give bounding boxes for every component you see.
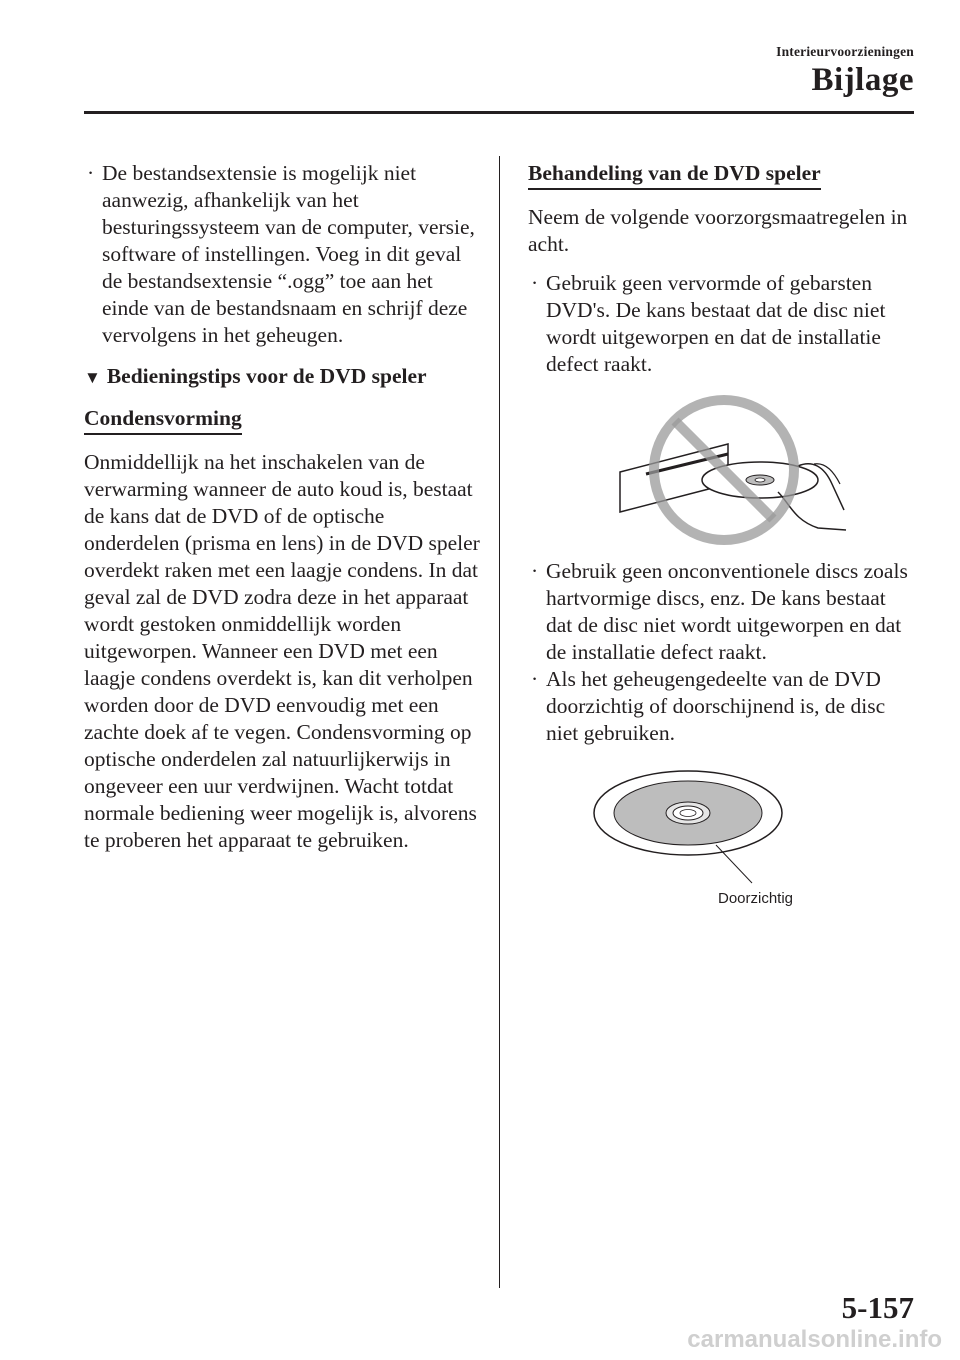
page-number: 5-157: [841, 1290, 914, 1325]
condensation-paragraph: Onmiddellijk na het inschakelen van de verwarming wanneer de auto koud is, bestaat de kans dat de DVD of de optische onderdelen (prisma en lens) in de DVD speler overdekt raken met een laagje condens. In dat geval zal de DVD zodra deze in het apparaat wordt gestoken onmiddellijk worden uitgeworpen. Wanneer een DVD met een laagje condens overdekt is, kan dit verholpen worden door de DVD eenvoudig met een zachte doek af te vegen. Condensvorming op optische onderdelen zal natuurlijkerwijs in ongeveer een uur verdwijnen. Wacht totdat normale bediening weer mogelijk is, alvorens te proberen het apparaat te gebruiken.: [84, 450, 480, 852]
bullet-text: Gebruik geen vervormde of gebarsten DVD's. De kans bestaat dat de disc niet wordt uitgeworpen en dat de installatie defect raakt.: [546, 271, 886, 376]
bullet-dot: ·: [531, 271, 539, 295]
bullet-item: [84, 160, 484, 349]
right-column: [528, 160, 914, 911]
bullet-text: Als het geheugengedeelte van de DVD doorzichtig of doorschijnend is, de disc niet gebruiken.: [546, 667, 886, 745]
header-rule: [84, 111, 914, 114]
bullet-dot: ·: [87, 161, 95, 185]
column-divider: [499, 156, 500, 1288]
figure-caption: Doorzichtig: [718, 890, 794, 907]
section-heading-text: Bedieningstips voor de DVD speler: [106, 364, 427, 388]
bullet-text: De bestandsextensie is mogelijk niet aanwezig, afhankelijk van het besturingssysteem van de computer, versie, software of instellingen. Voeg in dit geval de bestandsextensie “.ogg” toe aan het einde van de bestandsnaam en schrijf deze vervolgens in het geheugen.: [102, 161, 475, 347]
bullet-item: [528, 270, 914, 378]
bullet-item: [528, 558, 914, 666]
section-heading: [84, 363, 484, 391]
header-section: Interieurvoorzieningen: [776, 44, 914, 59]
subheading-wrap: [528, 160, 914, 190]
subheading-wrap: [84, 405, 484, 435]
header-chapter: Bijlage: [811, 62, 914, 98]
subheading-condensation: Condensvorming: [84, 405, 242, 435]
left-column: [84, 160, 484, 854]
triangle-down-icon: ▼: [84, 368, 101, 387]
watermark: carmanualsonline.info: [687, 1326, 942, 1353]
no-warped-disc-illustration: [528, 388, 914, 548]
subheading-handling: Behandeling van de DVD speler: [528, 160, 821, 190]
bullet-dot: ·: [531, 667, 539, 691]
transparent-disc-illustration: [528, 761, 914, 911]
bullet-dot: ·: [531, 559, 539, 583]
bullet-item: [528, 666, 914, 747]
intro-paragraph: Neem de volgende voorzorgsmaatregelen in acht.: [528, 205, 908, 256]
bullet-text: Gebruik geen onconventionele discs zoals hartvormige discs, enz. De kans bestaat dat de disc niet wordt uitgeworpen en dat de installatie defect raakt.: [546, 559, 908, 664]
